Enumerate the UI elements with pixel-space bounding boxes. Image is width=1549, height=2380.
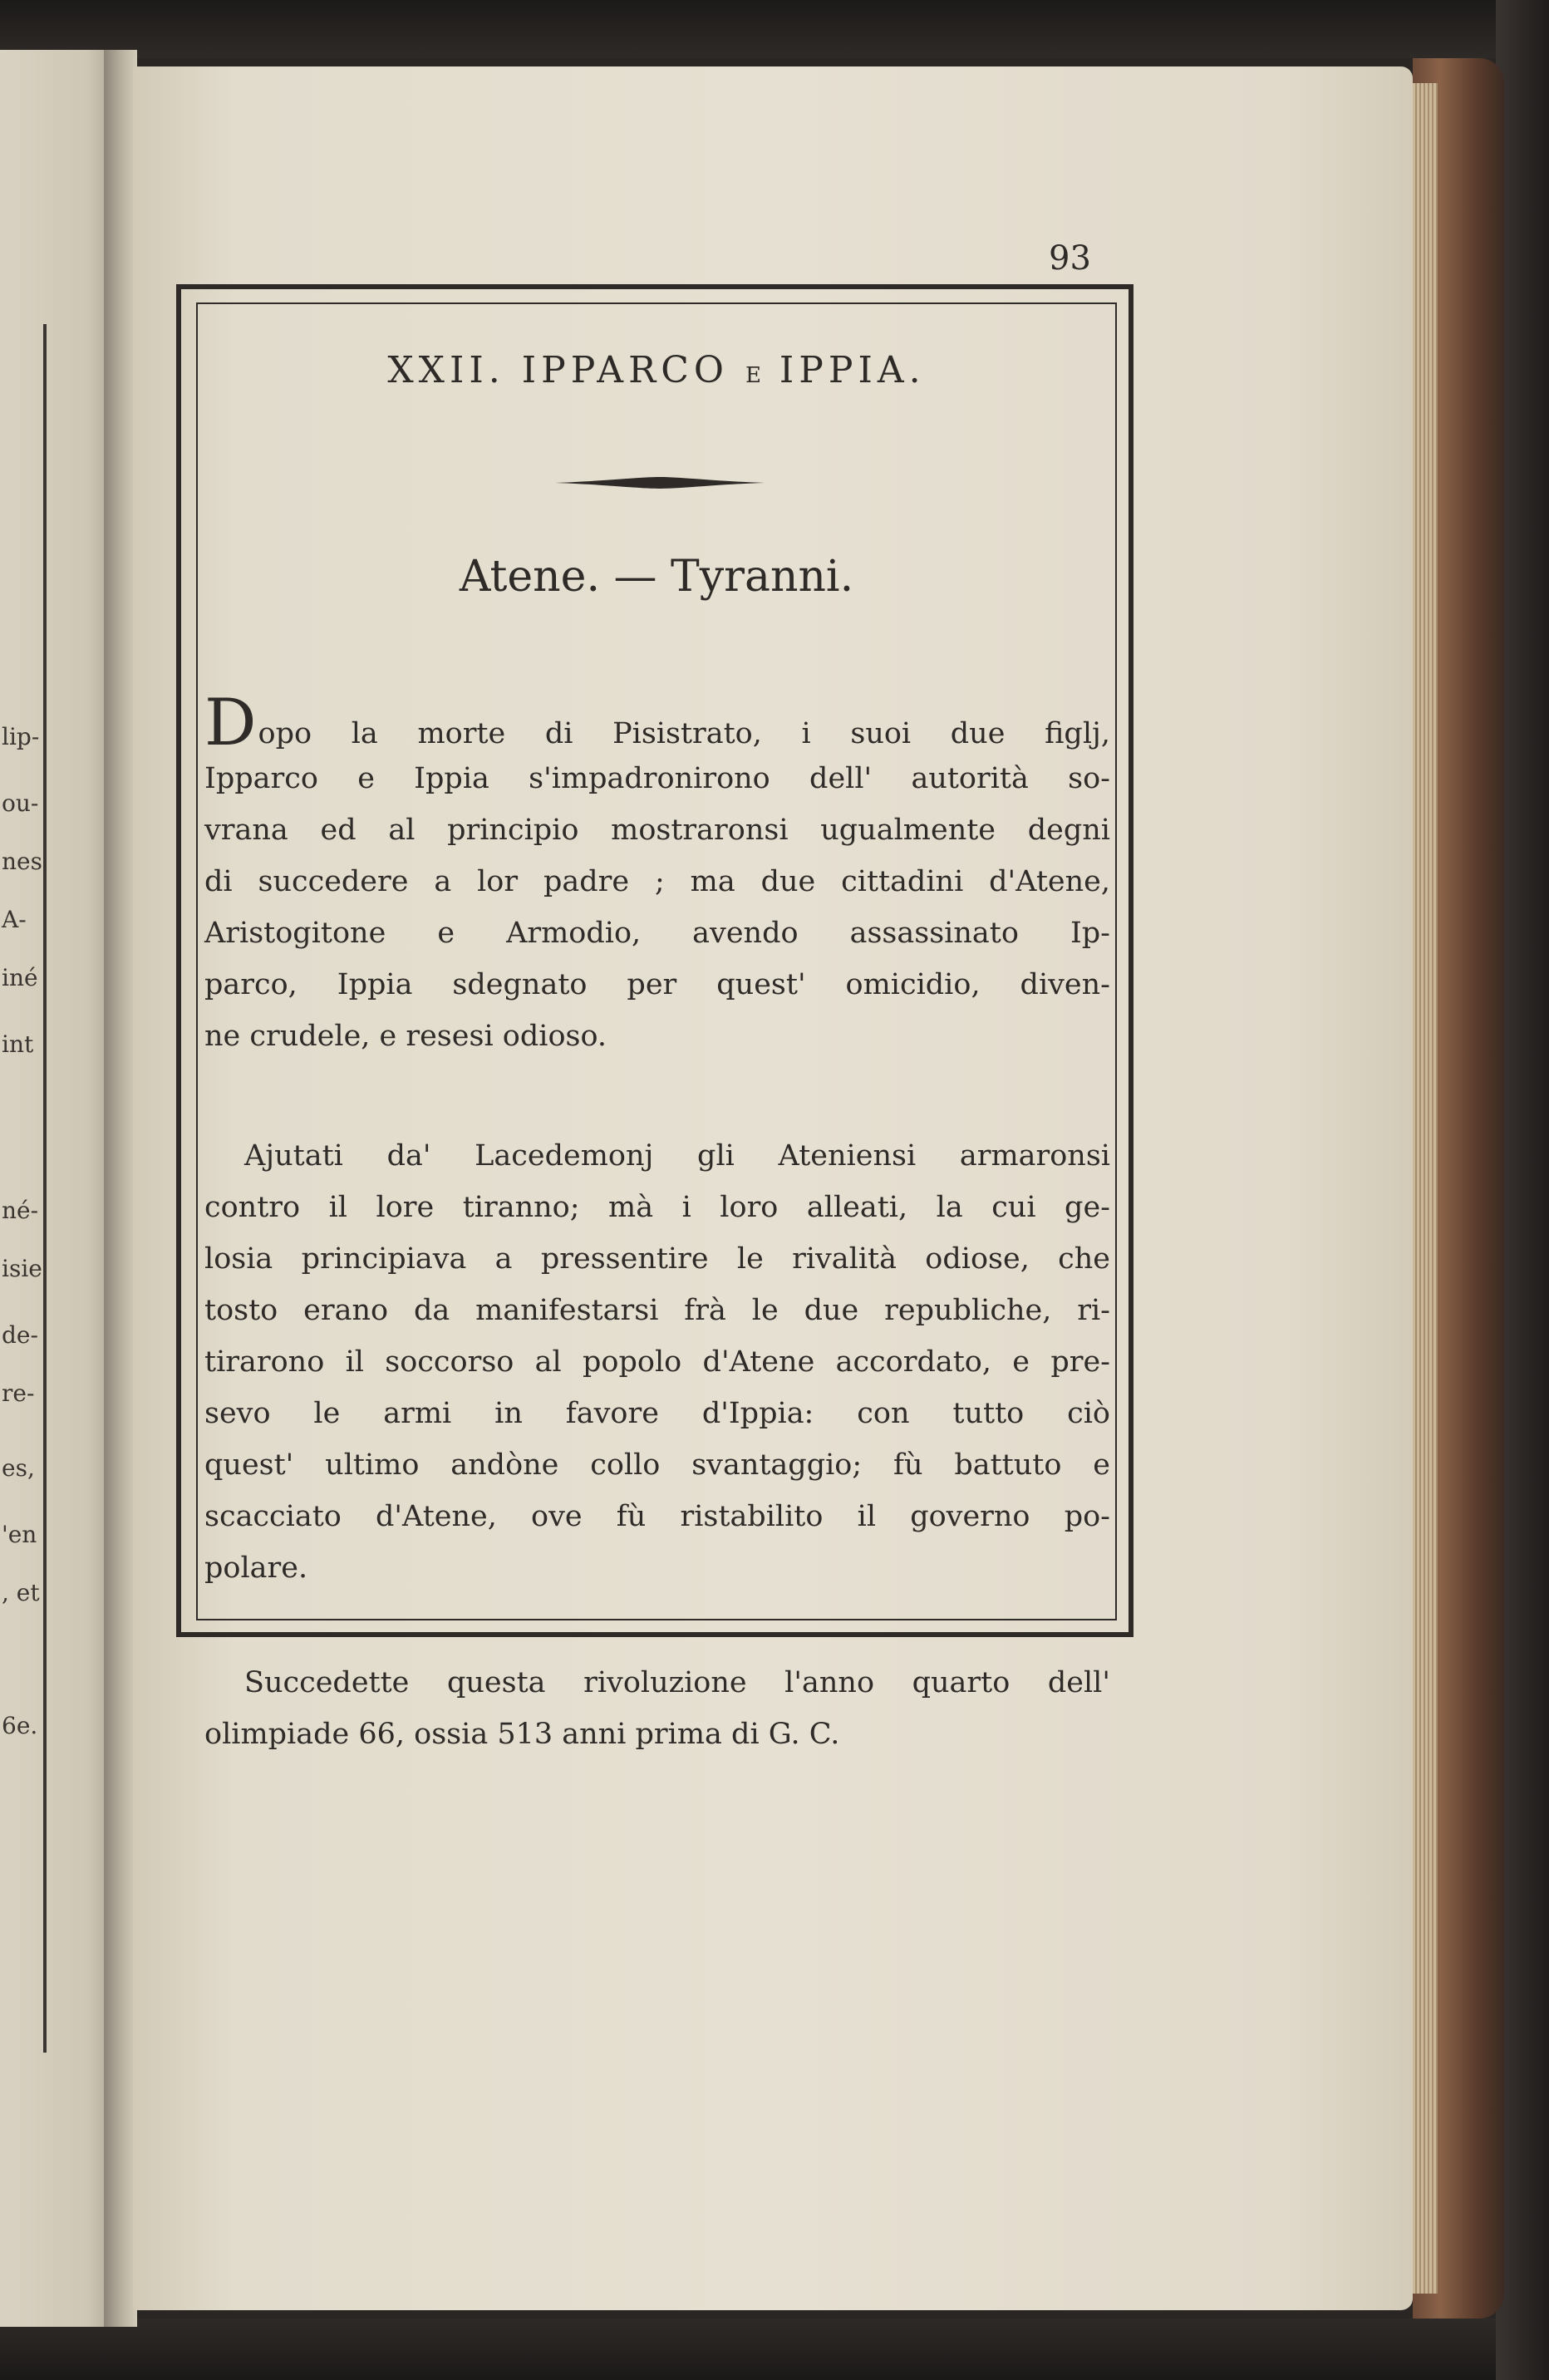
left-fragment: iné <box>2 964 38 991</box>
text-line: parco, Ippia sdegnato per quest' omicidio, diven- <box>204 968 1110 1001</box>
chapter-numeral: XXII. <box>387 349 505 391</box>
left-fragment: int <box>2 1030 34 1058</box>
binding-top <box>0 0 1549 58</box>
text-line: olimpiade 66, ossia 513 anni prima di G. C. <box>204 1718 840 1751</box>
chapter-name-1: IPPARCO <box>521 349 729 391</box>
page-number: 93 <box>1049 239 1091 278</box>
chapter-name-2: IPPIA. <box>779 349 926 391</box>
paragraph-2 <box>204 1130 1110 1594</box>
chapter-joiner: E <box>745 363 763 388</box>
left-fragment: de- <box>2 1321 38 1349</box>
text-line: tirarono il soccorso al popolo d'Atene accordato, e pre- <box>204 1345 1110 1379</box>
left-fragment: re- <box>2 1379 35 1407</box>
left-fragment: nes <box>2 848 42 875</box>
text-line: scacciato d'Atene, ove fù ristabilito il governo po- <box>204 1500 1110 1533</box>
left-page-text-strip <box>0 50 100 2327</box>
text-line: di succedere a lor padre ; ma due cittadini d'Atene, <box>204 865 1110 898</box>
text-line: contro il lore tiranno; mà i loro alleati, la cui ge- <box>204 1191 1110 1224</box>
text-line: Ipparco e Ippia s'impadronirono dell' autorità so- <box>204 762 1110 795</box>
left-fragment: es, <box>2 1454 35 1482</box>
book-gutter <box>104 50 137 2327</box>
text-line: ne crudele, e resesi odioso. <box>204 1020 607 1053</box>
paragraph-1 <box>204 686 1110 1062</box>
left-page-frame-rule <box>43 324 47 2053</box>
text-line: quest' ultimo andòne collo svantaggio; fù battuto e <box>204 1448 1110 1482</box>
text-line: Dopo la morte di Pisistrato, i suoi due figlj, <box>204 686 1110 760</box>
text-line: Succedette questa rivoluzione l'anno quarto dell' <box>244 1666 1110 1699</box>
left-fragment: 'en <box>2 1521 37 1548</box>
text-line: sevo le armi in favore d'Ippia: con tutto ciò <box>204 1397 1110 1430</box>
text-line: tosto erano da manifestarsi frà le due republiche, ri- <box>204 1294 1110 1327</box>
ornament-rule <box>555 475 765 490</box>
text-line: Aristogitone e Armodio, avendo assassinato Ip- <box>204 917 1110 950</box>
left-fragment: né- <box>2 1197 39 1224</box>
section-title: Atene. — Tyranni. <box>459 552 854 602</box>
left-fragment: isie <box>2 1255 42 1282</box>
left-fragment: A- <box>2 906 27 933</box>
chapter-title <box>196 349 1117 391</box>
drop-cap: D <box>204 686 257 760</box>
paragraph-3 <box>204 1657 1110 1760</box>
left-fragment: 6e. <box>2 1712 38 1739</box>
text-line: vrana ed al principio mostraronsi ugualmente degni <box>204 814 1110 847</box>
left-fragment: lip- <box>2 723 40 750</box>
left-fragment: , et <box>2 1579 40 1606</box>
text-line: losia principiava a pressentire le rivalità odiose, che <box>204 1242 1110 1276</box>
left-fragment: ou- <box>2 789 39 817</box>
text-line: polare. <box>204 1551 308 1585</box>
binding-bottom <box>0 2319 1549 2380</box>
text-line: Ajutati da' Lacedemonj gli Ateniensi armaronsi <box>244 1139 1110 1173</box>
